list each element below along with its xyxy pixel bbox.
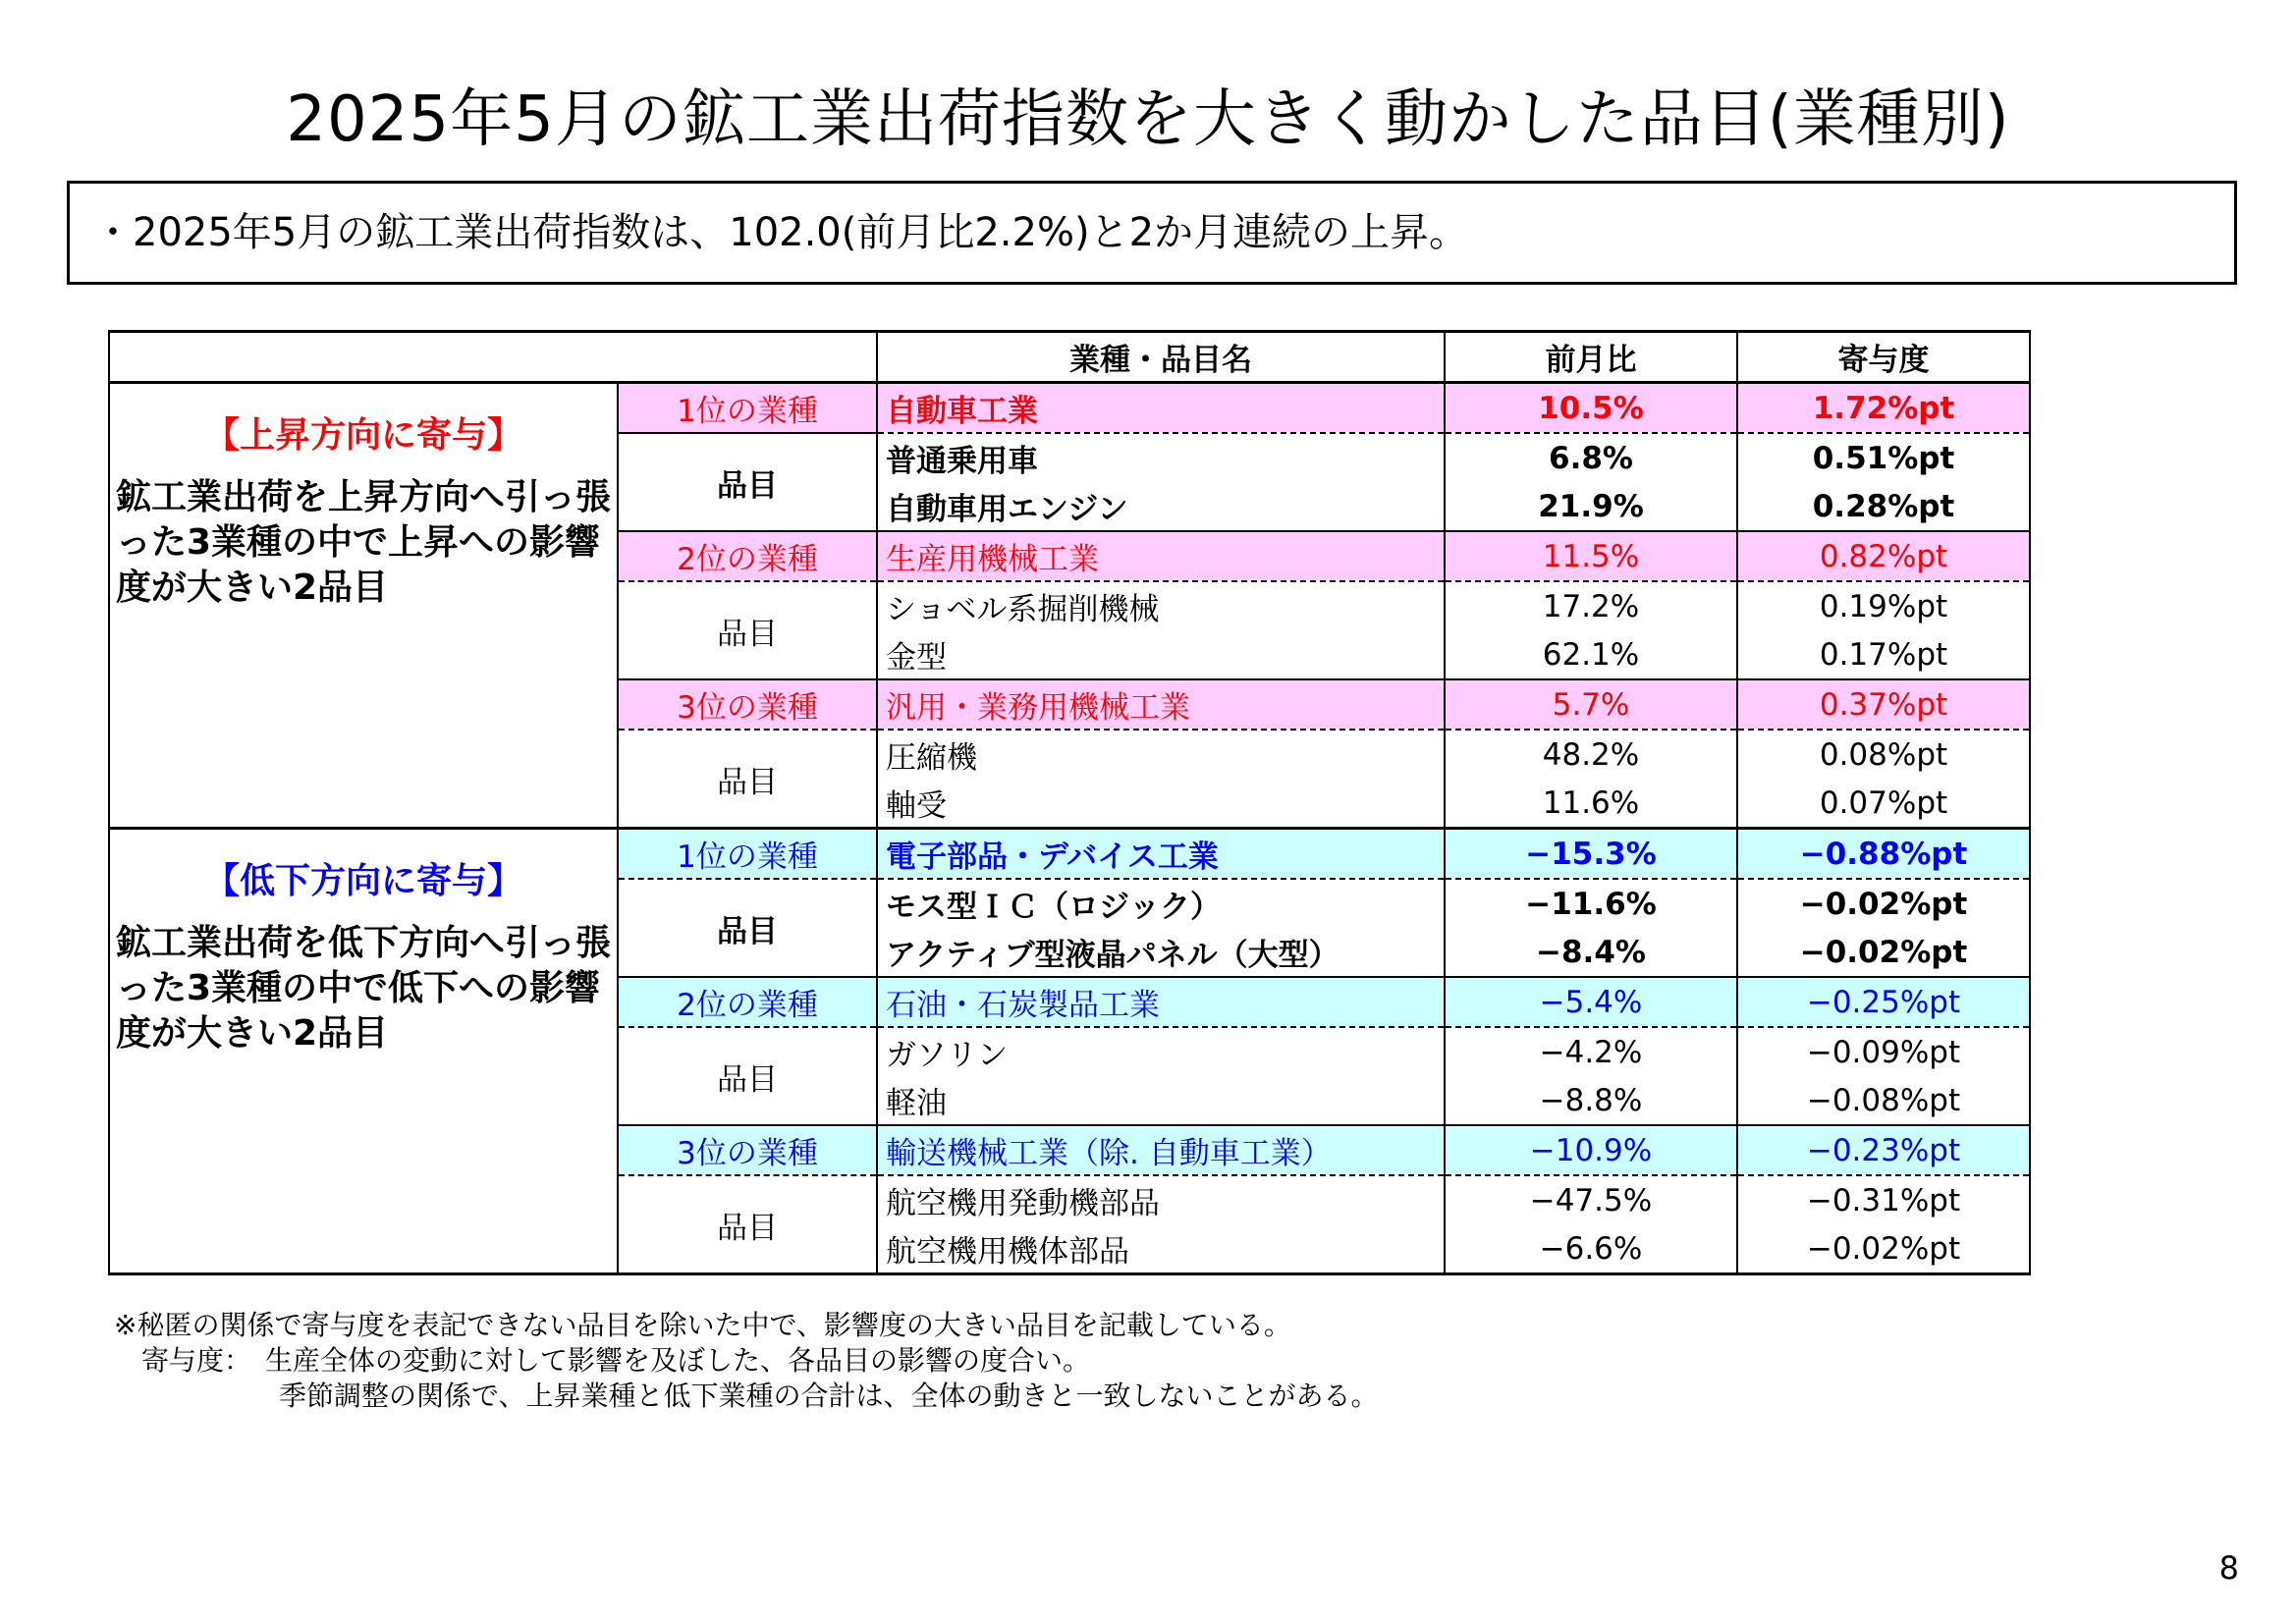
industry-name: 輸送機械工業（除. 自動車工業） bbox=[877, 1125, 1445, 1175]
item-name: 金型 bbox=[877, 630, 1445, 679]
item-mom: 11.6% bbox=[1445, 779, 1737, 829]
item-mom: 62.1% bbox=[1445, 630, 1737, 679]
item-contrib: −0.02%pt bbox=[1737, 1224, 2030, 1274]
item-name: ガソリン bbox=[877, 1027, 1445, 1076]
item-contrib: −0.09%pt bbox=[1737, 1027, 2030, 1076]
industry-name: 自動車工業 bbox=[877, 383, 1445, 434]
item-contrib: −0.31%pt bbox=[1737, 1175, 2030, 1224]
footnote-line: 季節調整の関係で、上昇業種と低下業種の合計は、全体の動きと一致しないことがある。 bbox=[114, 1380, 1379, 1412]
table-header-row bbox=[109, 332, 2030, 383]
rank-label: 3位の業種 bbox=[618, 679, 877, 730]
summary-box bbox=[67, 181, 2237, 285]
industry-mom: 5.7% bbox=[1445, 679, 1737, 730]
down-section-cell bbox=[109, 829, 618, 1274]
up-section-heading: 【上昇方向に寄与】 bbox=[203, 415, 522, 456]
table-row bbox=[109, 383, 2030, 434]
item-contrib: 0.07%pt bbox=[1737, 779, 2030, 829]
header-name: 業種・品目名 bbox=[877, 332, 1445, 383]
industry-name: 電子部品・デバイス工業 bbox=[877, 829, 1445, 880]
item-contrib: 0.17%pt bbox=[1737, 630, 2030, 679]
item-mom: 48.2% bbox=[1445, 730, 1737, 779]
items-label: 品目 bbox=[618, 1175, 877, 1274]
item-name: 軸受 bbox=[877, 779, 1445, 829]
industry-contrib: −0.25%pt bbox=[1737, 977, 2030, 1027]
contribution-table bbox=[108, 330, 2031, 1275]
page-number: 8 bbox=[2218, 1549, 2239, 1587]
item-contrib: 0.51%pt bbox=[1737, 433, 2030, 482]
down-section-description: 鉱工業出荷を低下方向へ引っ張った3業種の中で低下への影響度が大きい2品目 bbox=[116, 923, 612, 1054]
page-title: 2025年5月の鉱工業出荷指数を大きく動かした品目(業種別) bbox=[286, 83, 2010, 156]
rank-label: 1位の業種 bbox=[618, 383, 877, 434]
up-section-cell bbox=[109, 383, 618, 829]
footnotes bbox=[114, 1308, 1378, 1414]
up-section-description: 鉱工業出荷を上昇方向へ引っ張った3業種の中で上昇への影響度が大きい2品目 bbox=[116, 477, 612, 608]
rank-label: 2位の業種 bbox=[618, 977, 877, 1027]
item-name: ショベル系掘削機械 bbox=[877, 581, 1445, 630]
items-label: 品目 bbox=[618, 879, 877, 977]
item-name: 圧縮機 bbox=[877, 730, 1445, 779]
item-mom: −11.6% bbox=[1445, 879, 1737, 928]
industry-contrib: 1.72%pt bbox=[1737, 383, 2030, 434]
item-mom: −8.4% bbox=[1445, 928, 1737, 977]
item-mom: 21.9% bbox=[1445, 482, 1737, 531]
item-mom: −47.5% bbox=[1445, 1175, 1737, 1224]
items-label: 品目 bbox=[618, 730, 877, 829]
industry-contrib: 0.82%pt bbox=[1737, 531, 2030, 581]
industry-mom: −10.9% bbox=[1445, 1125, 1737, 1175]
item-name: 普通乗用車 bbox=[877, 433, 1445, 482]
item-name: 航空機用機体部品 bbox=[877, 1224, 1445, 1274]
industry-name: 生産用機械工業 bbox=[877, 531, 1445, 581]
industry-mom: −5.4% bbox=[1445, 977, 1737, 1027]
items-label: 品目 bbox=[618, 1027, 877, 1125]
rank-label: 2位の業種 bbox=[618, 531, 877, 581]
industry-mom: 11.5% bbox=[1445, 531, 1737, 581]
item-contrib: −0.02%pt bbox=[1737, 928, 2030, 977]
rank-label: 3位の業種 bbox=[618, 1125, 877, 1175]
item-name: 軽油 bbox=[877, 1076, 1445, 1125]
item-name: 航空機用発動機部品 bbox=[877, 1175, 1445, 1224]
industry-contrib: −0.23%pt bbox=[1737, 1125, 2030, 1175]
industry-mom: −15.3% bbox=[1445, 829, 1737, 880]
industry-name: 汎用・業務用機械工業 bbox=[877, 679, 1445, 730]
item-mom: 6.8% bbox=[1445, 433, 1737, 482]
rank-label: 1位の業種 bbox=[618, 829, 877, 880]
items-label: 品目 bbox=[618, 581, 877, 679]
item-mom: 17.2% bbox=[1445, 581, 1737, 630]
down-section-heading: 【低下方向に寄与】 bbox=[203, 861, 522, 901]
item-mom: −8.8% bbox=[1445, 1076, 1737, 1125]
header-blank bbox=[109, 332, 877, 383]
item-name: 自動車用エンジン bbox=[877, 482, 1445, 531]
item-name: アクティブ型液晶パネル（大型） bbox=[877, 928, 1445, 977]
item-mom: −6.6% bbox=[1445, 1224, 1737, 1274]
footnote-line: 寄与度： 生産全体の変動に対して影響を及ぼした、各品目の影響の度合い。 bbox=[114, 1344, 1091, 1377]
item-contrib: −0.08%pt bbox=[1737, 1076, 2030, 1125]
table-row bbox=[109, 829, 2030, 880]
item-contrib: 0.19%pt bbox=[1737, 581, 2030, 630]
industry-name: 石油・石炭製品工業 bbox=[877, 977, 1445, 1027]
item-contrib: −0.02%pt bbox=[1737, 879, 2030, 928]
item-contrib: 0.08%pt bbox=[1737, 730, 2030, 779]
header-mom: 前月比 bbox=[1445, 332, 1737, 383]
industry-contrib: −0.88%pt bbox=[1737, 829, 2030, 880]
industry-mom: 10.5% bbox=[1445, 383, 1737, 434]
footnote-line: ※秘匿の関係で寄与度を表記できない品目を除いた中で、影響度の大きい品目を記載している。 bbox=[114, 1309, 1291, 1341]
industry-contrib: 0.37%pt bbox=[1737, 679, 2030, 730]
item-contrib: 0.28%pt bbox=[1737, 482, 2030, 531]
item-mom: −4.2% bbox=[1445, 1027, 1737, 1076]
item-name: モス型ＩＣ（ロジック） bbox=[877, 879, 1445, 928]
items-label: 品目 bbox=[618, 433, 877, 531]
header-contrib: 寄与度 bbox=[1737, 332, 2030, 383]
summary-text: ・2025年5月の鉱工業出荷指数は、102.0(前月比2.2%)と2か月連続の上昇。 bbox=[93, 210, 1469, 255]
